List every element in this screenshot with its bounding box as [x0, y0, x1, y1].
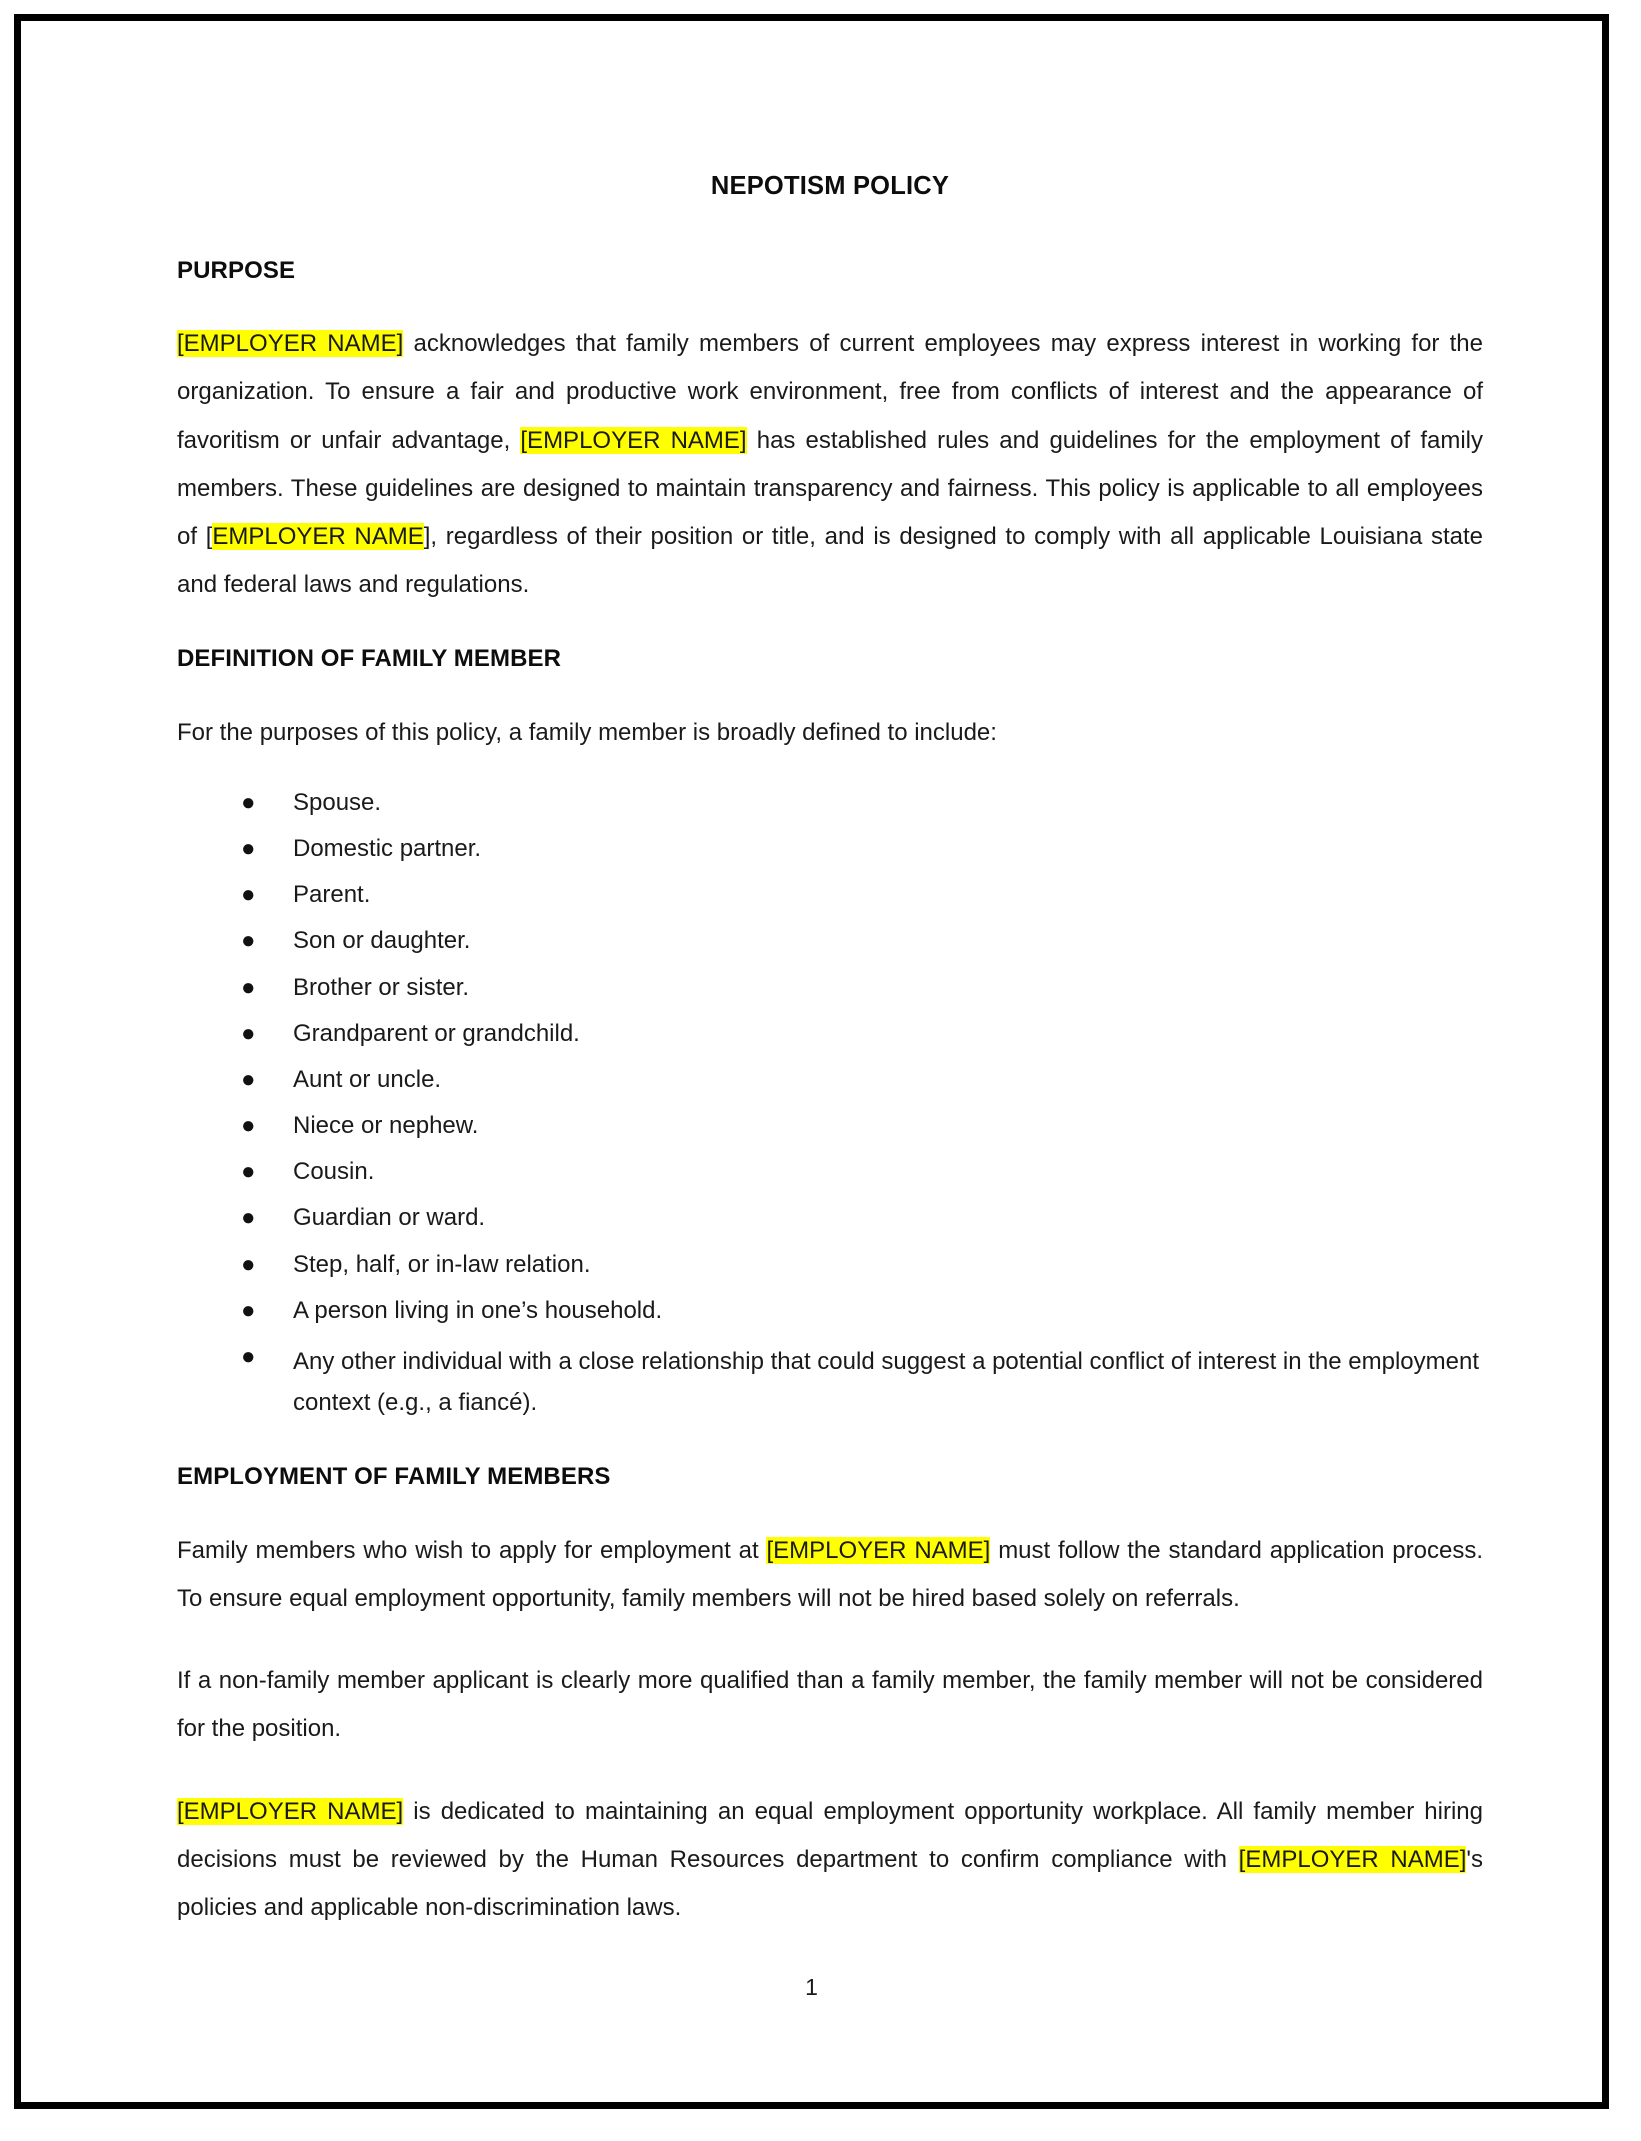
- bullet-icon: ●: [241, 881, 256, 909]
- employment-paragraph-2: If a non-family member applicant is clearly more qualified than a family member, the family member will not be considered for the position.: [177, 1667, 1483, 1743]
- bullet-icon: ●: [241, 1158, 256, 1186]
- list-item: [177, 972, 1483, 1018]
- page-title: NEPOTISM POLICY: [710, 172, 950, 200]
- list-item-label: Parent.: [293, 881, 371, 909]
- section-heading-definition: DEFINITION OF FAMILY MEMBER: [177, 645, 562, 673]
- purpose-text-3: , regardless of their position or title, and is designed to comply with all applicable Louisiana state and federal laws and regulations.: [177, 523, 1483, 599]
- section-heading-employment: EMPLOYMENT OF FAMILY MEMBERS: [177, 1463, 611, 1491]
- employer-name-placeholder: [EMPLOYER NAME]: [520, 426, 747, 454]
- list-item: [177, 1341, 1483, 1424]
- bullet-icon: ●: [241, 1204, 256, 1232]
- list-item: [177, 833, 1483, 879]
- employment-text-4: 's policies and applicable non-discrimination laws.: [177, 1845, 1483, 1922]
- list-item: [177, 1295, 1483, 1341]
- list-item-label: Any other individual with a close relationship that could suggest a potential conflict of interest in the employment context (e.g., a fiancé).: [293, 1347, 1480, 1417]
- bullet-icon: ●: [241, 1296, 256, 1324]
- employment-text-1: Family members who wish to apply for employment at: [177, 1536, 767, 1564]
- list-item: [177, 787, 1483, 833]
- bullet-icon: ●: [241, 1112, 256, 1140]
- list-item-label: Cousin.: [293, 1158, 375, 1186]
- document-body: [177, 171, 1483, 1970]
- bullet-icon: ●: [241, 1065, 256, 1093]
- list-item: [177, 879, 1483, 925]
- list-item: [177, 1156, 1483, 1202]
- purpose-paragraph: [177, 320, 1483, 609]
- list-item: [177, 1249, 1483, 1295]
- list-item: [177, 925, 1483, 971]
- list-item-label: Son or daughter.: [293, 927, 471, 955]
- page-number: 1: [805, 1974, 818, 2000]
- employment-paragraph-1: [177, 1527, 1483, 1623]
- bullet-icon: ●: [241, 973, 256, 1001]
- bullet-icon: ●: [241, 835, 256, 863]
- list-item-label: Niece or nephew.: [293, 1112, 479, 1140]
- bullet-icon: ●: [241, 1019, 256, 1047]
- employer-name-placeholder: EMPLOYER NAME: [212, 523, 424, 550]
- employer-name-placeholder: [EMPLOYER NAME]: [177, 1797, 404, 1825]
- list-item-label: Grandparent or grandchild.: [293, 1019, 580, 1047]
- definition-lead-in: For the purposes of this policy, a family member is broadly defined to include:: [177, 718, 997, 746]
- bullet-icon: ●: [241, 1342, 256, 1370]
- employment-text-3: is dedicated to maintaining an equal employment opportunity workplace. All family member hiring decisions must be reviewed by the Human Resources department to confirm compliance with: [177, 1797, 1483, 1873]
- list-item-label: Brother or sister.: [293, 973, 470, 1001]
- family-member-list: [177, 787, 1483, 1424]
- bullet-icon: ●: [241, 788, 256, 816]
- bullet-icon: ●: [241, 1250, 256, 1278]
- purpose-text-1: acknowledges that family members of current employees may express interest in working for the organization. To ensure a fair and productive work environment, free from conflicts of interest and the appearance of favoritism or unfair advantage,: [177, 330, 1484, 454]
- list-item-label: Guardian or ward.: [293, 1204, 486, 1232]
- list-item-label: Aunt or uncle.: [293, 1065, 442, 1093]
- employment-paragraph-3: [177, 1788, 1483, 1933]
- employer-name-placeholder: [EMPLOYER NAME]: [177, 330, 404, 358]
- list-item: [177, 1110, 1483, 1156]
- list-item: [177, 1018, 1483, 1064]
- section-heading-purpose: PURPOSE: [177, 256, 296, 284]
- purpose-bracket-open: [: [205, 523, 213, 550]
- purpose-bracket-close: ]: [423, 523, 431, 550]
- purpose-text-2: has established rules and guidelines for the employment of family members. These guidelines are designed to maintain transparency and fairness. This policy is applicable to all employees of: [177, 426, 1484, 550]
- list-item: [177, 1202, 1483, 1248]
- list-item: [177, 1064, 1483, 1110]
- bullet-icon: ●: [241, 927, 256, 955]
- employer-name-placeholder: [EMPLOYER NAME]: [766, 1536, 991, 1564]
- employment-text-2: must follow the standard application process. To ensure equal employment opportunity, family members will not be hired based solely on referrals.: [177, 1536, 1483, 1612]
- list-item-label: Domestic partner.: [293, 835, 482, 863]
- list-item-label: A person living in one’s household.: [293, 1296, 663, 1324]
- list-item-label: Step, half, or in-law relation.: [293, 1250, 591, 1278]
- page-frame: [14, 14, 1609, 2109]
- employer-name-placeholder: [EMPLOYER NAME]: [1238, 1845, 1467, 1873]
- list-item-label: Spouse.: [293, 788, 382, 816]
